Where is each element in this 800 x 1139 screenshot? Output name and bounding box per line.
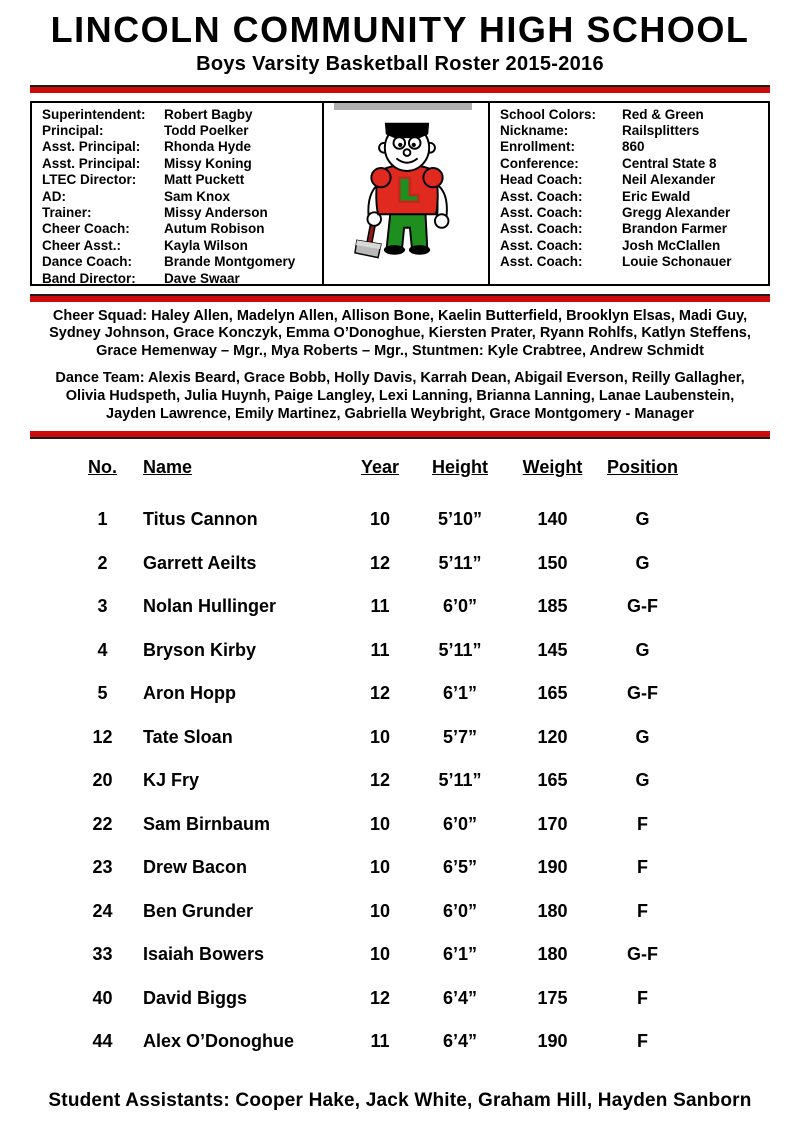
player-row [75, 498, 685, 542]
player-position: G [635, 509, 650, 530]
staff-row [42, 238, 314, 254]
player-name: Isaiah Bowers [143, 944, 265, 965]
staff-label: Asst. Coach: [500, 205, 583, 221]
player-number: 40 [92, 987, 113, 1008]
gray-strip [334, 103, 472, 110]
staff-value: Eric Ewald [622, 188, 691, 204]
player-year: 12 [369, 770, 391, 791]
player-weight: 180 [537, 944, 568, 965]
staff-list-left [32, 103, 324, 284]
staff-row [42, 156, 314, 172]
player-year: 10 [369, 813, 391, 834]
mascot-cell [324, 103, 490, 284]
staff-row [500, 156, 760, 172]
staff-value: Todd Poelker [164, 123, 249, 138]
staff-label: Asst. Coach: [500, 221, 583, 237]
player-position: F [637, 857, 648, 878]
staff-value: Robert Bagby [164, 106, 253, 122]
staff-row [500, 123, 760, 139]
col-header-position: Position [607, 457, 678, 478]
player-row [75, 759, 685, 803]
player-position: G-F [627, 683, 658, 704]
staff-row [42, 205, 314, 221]
player-height: 5’11” [438, 770, 482, 791]
cheer-squad-paragraph: Cheer Squad: Haley Allen, Madelyn Allen, Allison Bone, Kaelin Butterfield, Brooklyn Elsas, Madi Guy, Sydney Johnson, Grace Konczyk, Emma O’Donoghue, Kiersten Prater, Ryann Rohlfs, Katlyn Steffens, Grace Hemenway – Mgr., Mya Roberts – Mgr., Stuntmen: Kyle Crabtree, Andrew Schmidt [49, 307, 751, 359]
player-height: 6’0” [442, 813, 478, 834]
player-position: G-F [627, 944, 658, 965]
player-weight: 175 [537, 987, 568, 1008]
staff-value: Autum Robison [164, 221, 265, 237]
staff-label: Conference: [500, 155, 579, 171]
staff-value: Railsplitters [622, 123, 700, 138]
player-year: 12 [369, 552, 391, 573]
staff-label: LTEC Director: [42, 172, 137, 188]
staff-label: Cheer Asst.: [42, 237, 122, 253]
staff-label: Trainer: [42, 205, 92, 221]
player-weight: 185 [537, 596, 568, 617]
staff-label: Asst. Principal: [42, 139, 141, 155]
player-row [75, 672, 685, 716]
player-year: 11 [370, 1031, 390, 1052]
staff-row [500, 254, 760, 270]
player-weight: 140 [537, 509, 568, 530]
roster-header-row [75, 457, 685, 498]
staff-row [42, 123, 314, 139]
player-row [75, 846, 685, 890]
player-height: 5’10” [437, 509, 483, 530]
player-number: 3 [97, 596, 108, 617]
player-row [75, 542, 685, 586]
player-position: G [635, 726, 650, 747]
staff-value: Neil Alexander [622, 172, 716, 188]
student-assistants-line: Student Assistants: Cooper Hake, Jack White, Graham Hill, Hayden Sanborn [48, 1089, 752, 1111]
staff-row [42, 172, 314, 188]
staff-value: Dave Swaar [164, 270, 240, 286]
player-position: F [637, 900, 648, 921]
page-subtitle: Boys Varsity Basketball Roster 2015-2016 [196, 52, 604, 75]
col-header-name: Name [143, 457, 193, 478]
player-weight: 180 [537, 900, 568, 921]
staff-row [42, 221, 314, 237]
staff-row [42, 254, 314, 270]
staff-value: Red & Green [622, 106, 704, 122]
player-year: 10 [369, 857, 391, 878]
player-weight: 120 [537, 726, 568, 747]
staff-label: Head Coach: [500, 172, 583, 188]
player-weight: 150 [537, 552, 568, 573]
player-position: G-F [627, 596, 658, 617]
player-year: 12 [369, 987, 391, 1008]
player-year: 11 [370, 639, 390, 660]
staff-value: Brande Montgomery [164, 254, 296, 270]
player-name: Aron Hopp [143, 683, 236, 704]
player-year: 10 [369, 900, 391, 921]
staff-list-right [490, 103, 768, 284]
staff-value: Central State 8 [622, 155, 717, 171]
player-height: 6’1” [442, 683, 478, 704]
staff-value: Missy Koning [164, 155, 252, 171]
player-weight: 170 [537, 813, 568, 834]
staff-value: Gregg Alexander [622, 205, 731, 221]
staff-row [500, 107, 760, 123]
player-height: 6’0” [442, 596, 478, 617]
player-name: Tate Sloan [143, 726, 233, 747]
divider-red-bar-lower [30, 431, 770, 439]
staff-label: Dance Coach: [42, 254, 133, 270]
staff-row [42, 139, 314, 155]
player-position: G [635, 552, 650, 573]
player-height: 6’4” [442, 1031, 478, 1052]
player-height: 6’4” [442, 987, 478, 1008]
player-number: 20 [92, 770, 113, 791]
player-name: Bryson Kirby [143, 639, 257, 660]
player-height: 6’0” [442, 900, 478, 921]
player-name: Garrett Aeilts [143, 552, 257, 573]
player-weight: 165 [537, 770, 568, 791]
staff-label: Asst. Coach: [500, 188, 583, 204]
player-height: 5’11” [438, 639, 482, 660]
player-name: David Biggs [143, 987, 248, 1008]
staff-row [500, 189, 760, 205]
staff-row [500, 139, 760, 155]
player-number: 4 [97, 639, 108, 660]
divider-red-bar-top [30, 85, 770, 93]
staff-row [500, 221, 760, 237]
player-name: Ben Grunder [143, 900, 254, 921]
player-year: 11 [370, 596, 390, 617]
player-number: 12 [92, 726, 113, 747]
player-name: Alex O’Donoghue [143, 1031, 295, 1052]
staff-row [500, 238, 760, 254]
player-position: G [635, 770, 650, 791]
player-row [75, 629, 685, 673]
player-name: Titus Cannon [143, 509, 258, 530]
player-number: 44 [92, 1031, 113, 1052]
staff-row [42, 189, 314, 205]
player-position: F [637, 1031, 648, 1052]
player-row [75, 585, 685, 629]
staff-value: 860 [622, 139, 645, 155]
staff-label: Asst. Coach: [500, 237, 583, 253]
staff-label: School Colors: [500, 106, 597, 122]
player-weight: 165 [537, 683, 568, 704]
page-title: LINCOLN COMMUNITY HIGH SCHOOL [50, 9, 750, 50]
staff-label: Cheer Coach: [42, 221, 130, 237]
player-row [75, 890, 685, 934]
player-weight: 145 [537, 639, 568, 660]
player-name: KJ Fry [143, 770, 200, 791]
player-height: 5’11” [438, 552, 482, 573]
player-number: 1 [97, 509, 108, 530]
player-position: G [635, 639, 650, 660]
player-number: 24 [92, 900, 113, 921]
col-header-weight: Weight [522, 457, 583, 478]
player-number: 2 [97, 552, 108, 573]
staff-row [42, 107, 314, 123]
staff-value: Rhonda Hyde [164, 139, 252, 155]
col-header-no: No. [88, 457, 117, 478]
player-row [75, 977, 685, 1021]
staff-label: Asst. Coach: [500, 254, 583, 270]
player-height: 6’1” [442, 944, 478, 965]
player-position: F [637, 813, 648, 834]
staff-label: Nickname: [500, 123, 569, 138]
staff-value: Missy Anderson [164, 205, 268, 221]
staff-value: Louie Schonauer [622, 254, 732, 270]
staff-row [42, 271, 314, 287]
player-weight: 190 [537, 857, 568, 878]
staff-label: Principal: [42, 123, 104, 138]
player-height: 5’7” [442, 726, 478, 747]
player-number: 33 [92, 944, 113, 965]
staff-value: Matt Puckett [164, 172, 245, 188]
divider-red-bar-middle [30, 294, 770, 302]
staff-label: AD: [42, 188, 66, 204]
player-number: 23 [92, 857, 113, 878]
player-name: Nolan Hullinger [143, 596, 277, 617]
roster-table [75, 457, 685, 1064]
staff-label: Band Director: [42, 270, 136, 286]
player-row [75, 1020, 685, 1064]
player-name: Drew Bacon [143, 857, 248, 878]
staff-row [500, 172, 760, 188]
player-year: 10 [369, 944, 391, 965]
staff-label: Superintendent: [42, 106, 146, 122]
player-position: F [637, 987, 648, 1008]
player-weight: 190 [537, 1031, 568, 1052]
player-row [75, 933, 685, 977]
railsplitter-mascot-graphic [354, 119, 460, 271]
player-row [75, 716, 685, 760]
player-name: Sam Birnbaum [143, 813, 271, 834]
player-number: 5 [97, 683, 108, 704]
staff-value: Brandon Farmer [622, 221, 728, 237]
staff-value: Josh McClallen [622, 237, 721, 253]
player-year: 10 [369, 726, 391, 747]
staff-value: Sam Knox [164, 188, 231, 204]
player-year: 10 [369, 509, 391, 530]
staff-label: Asst. Principal: [42, 155, 141, 171]
player-height: 6’5” [442, 857, 478, 878]
staff-value: Kayla Wilson [164, 237, 248, 253]
col-header-height: Height [432, 457, 488, 478]
staff-label: Enrollment: [500, 139, 576, 155]
dance-team-paragraph: Dance Team: Alexis Beard, Grace Bobb, Holly Davis, Karrah Dean, Abigail Everson, Reilly Gallagher, Olivia Hudspeth, Julia Huynh, Paige Langley, Lexi Lanning, Brianna Lanning, Lanae Laubenstein, Jayden Lawrence, Emily Martinez, Gabriella Weybright, Grace Montgomery - Manager [55, 370, 745, 422]
col-header-year: Year [360, 457, 400, 478]
player-number: 22 [92, 813, 113, 834]
player-row [75, 803, 685, 847]
player-year: 12 [369, 683, 391, 704]
staff-row [500, 205, 760, 221]
school-info-box [30, 101, 770, 286]
